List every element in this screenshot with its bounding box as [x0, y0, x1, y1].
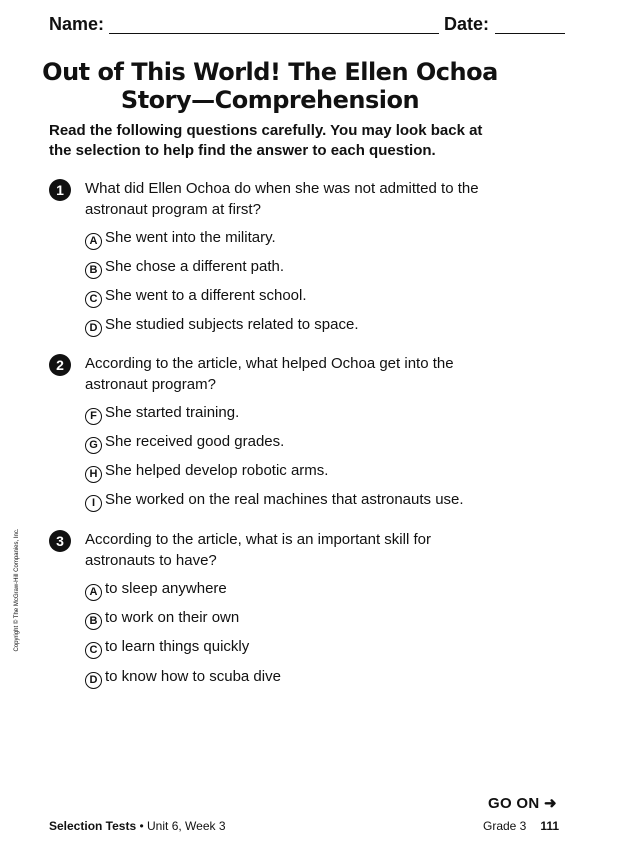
- answer-option[interactable]: [85, 490, 464, 512]
- answer-text: She helped develop robotic arms.: [105, 462, 329, 479]
- answer-bubble[interactable]: H: [85, 466, 102, 483]
- answer-text: to learn things quickly: [105, 638, 250, 655]
- answer-bubble[interactable]: C: [85, 642, 102, 659]
- question-text: According to the article, what helped Ochoa get into the astronaut program?: [85, 355, 454, 393]
- footer-unit: Unit 6, Week 3: [147, 819, 226, 833]
- answer-bubble[interactable]: A: [85, 233, 102, 250]
- footer-grade: Grade 3: [483, 819, 527, 833]
- answer-bubble[interactable]: F: [85, 408, 102, 425]
- header-row: [49, 14, 565, 38]
- answer-text: She went to a different school.: [105, 287, 307, 304]
- answer-text: She studied subjects related to space.: [105, 316, 359, 333]
- answer-option[interactable]: [85, 257, 284, 279]
- answer-bubble[interactable]: D: [85, 320, 102, 337]
- footer-series: Selection Tests: [49, 819, 137, 833]
- answer-option[interactable]: [85, 315, 359, 337]
- answer-bubble[interactable]: D: [85, 672, 102, 689]
- answer-option[interactable]: [85, 286, 307, 308]
- answer-option[interactable]: [85, 608, 239, 630]
- date-label: Date:: [444, 14, 490, 34]
- answer-option[interactable]: [85, 461, 328, 483]
- question-text: According to the article, what is an important skill for astronauts to have?: [85, 531, 431, 569]
- name-field[interactable]: [109, 33, 439, 34]
- question-number: 2: [49, 354, 71, 376]
- footer-separator: •: [136, 819, 148, 833]
- answer-text: She received good grades.: [105, 433, 285, 450]
- answer-text: to sleep anywhere: [105, 580, 227, 597]
- name-label: Name:: [49, 14, 105, 34]
- answer-text: She worked on the real machines that astronauts use.: [105, 491, 464, 508]
- answer-bubble[interactable]: G: [85, 437, 102, 454]
- question-number: 3: [49, 530, 71, 552]
- question-text: What did Ellen Ochoa do when she was not admitted to the astronaut program at first?: [85, 180, 479, 218]
- answer-option[interactable]: [85, 579, 227, 601]
- question-number: 1: [49, 179, 71, 201]
- instructions: Read the following questions carefully. You may look back at the selection to help find the answer to each question.: [49, 122, 483, 159]
- answer-text: She started training.: [105, 404, 240, 421]
- answer-option[interactable]: [85, 432, 284, 454]
- answer-bubble[interactable]: I: [85, 495, 102, 512]
- footer-left: [49, 819, 226, 833]
- answer-bubble[interactable]: B: [85, 262, 102, 279]
- answer-text: She chose a different path.: [105, 258, 285, 275]
- page-number: 111: [540, 819, 560, 833]
- answer-option[interactable]: [85, 403, 239, 425]
- answer-bubble[interactable]: A: [85, 584, 102, 601]
- footer-right: [483, 819, 559, 833]
- page-title: Out of This World! The Ellen Ochoa Story—Comprehension: [42, 58, 498, 114]
- answer-text: to know how to scuba dive: [105, 668, 281, 685]
- answer-option[interactable]: [85, 637, 249, 659]
- answer-bubble[interactable]: B: [85, 613, 102, 630]
- date-field[interactable]: [495, 33, 565, 34]
- answer-bubble[interactable]: C: [85, 291, 102, 308]
- copyright-text: Copyright © The McGraw-Hill Companies, Inc.: [14, 528, 20, 652]
- answer-text: to work on their own: [105, 609, 240, 626]
- go-on-label: GO ON ➜: [488, 795, 557, 812]
- answer-text: She went into the military.: [105, 229, 276, 246]
- answer-option[interactable]: [85, 228, 276, 250]
- answer-option[interactable]: [85, 667, 281, 689]
